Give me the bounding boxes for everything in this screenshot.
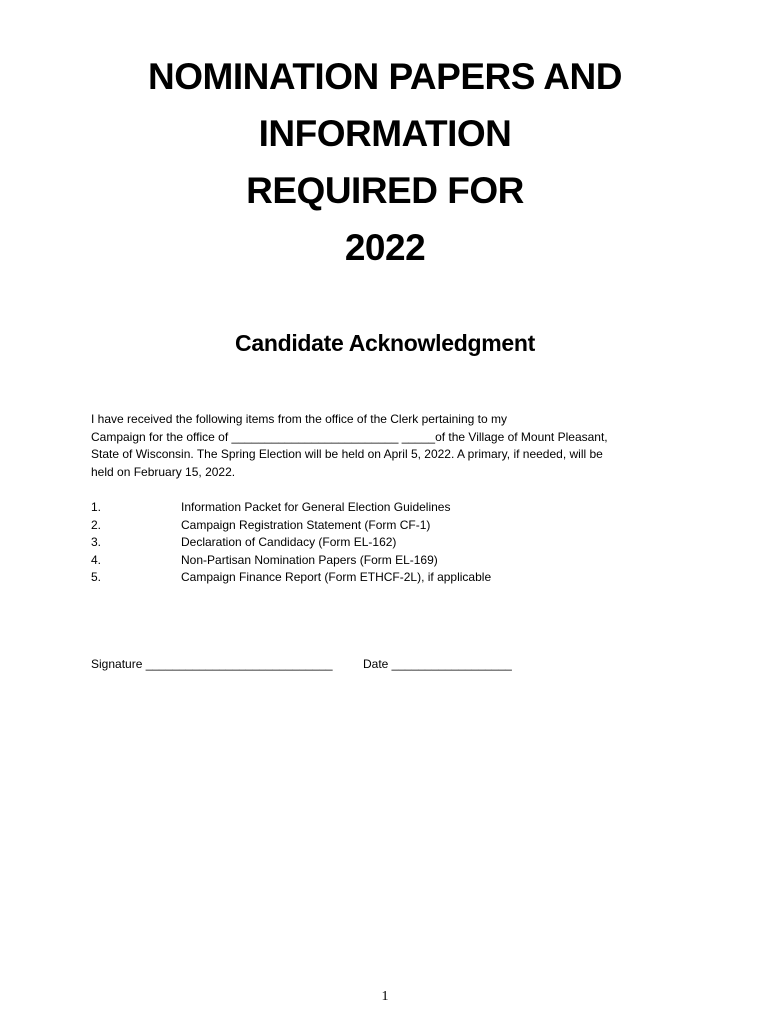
title-line: REQUIRED FOR [246,170,524,211]
acknowledgment-paragraph [91,411,691,481]
list-item [91,517,691,535]
item-number: 5. [91,570,102,584]
list-item [91,552,691,570]
title-line: 2022 [344,227,426,268]
item-text: Campaign Registration Statement (Form CF-1) [181,517,431,532]
list-item [91,534,691,552]
item-text: Campaign Finance Report (Form ETHCF-2L), if applicable [181,570,492,584]
signature-field: Signature ____________________________ [91,657,333,671]
item-number: 2. [91,517,102,532]
list-item [91,499,691,517]
document-title [0,48,770,276]
item-number: 3. [91,535,102,549]
items-list [91,499,691,587]
paragraph-line: State of Wisconsin. The Spring Election will be held on April 5, 2022. A primary, if needed, will be [91,447,603,461]
paragraph-line: I have received the following items from the office of the Clerk pertaining to my [91,412,507,426]
item-text: Declaration of Candidacy (Form EL-162) [181,535,397,549]
section-heading: Candidate Acknowledgment [235,330,535,356]
item-number: 4. [91,552,102,567]
item-text: Information Packet for General Election Guidelines [181,500,451,514]
signature-row [91,656,691,674]
date-field: Date __________________ [363,657,512,671]
paragraph-line: Campaign for the office of _________________________ _____of the Village of Mount Pleasant, [91,429,608,444]
page-number: 1 [381,989,389,1004]
title-line: NOMINATION PAPERS AND [148,56,622,97]
title-line: INFORMATION [258,113,512,154]
list-item [91,569,691,587]
item-text: Non-Partisan Nomination Papers (Form EL-169) [181,552,438,567]
item-number: 1. [91,500,102,514]
paragraph-line: held on February 15, 2022. [91,464,236,479]
